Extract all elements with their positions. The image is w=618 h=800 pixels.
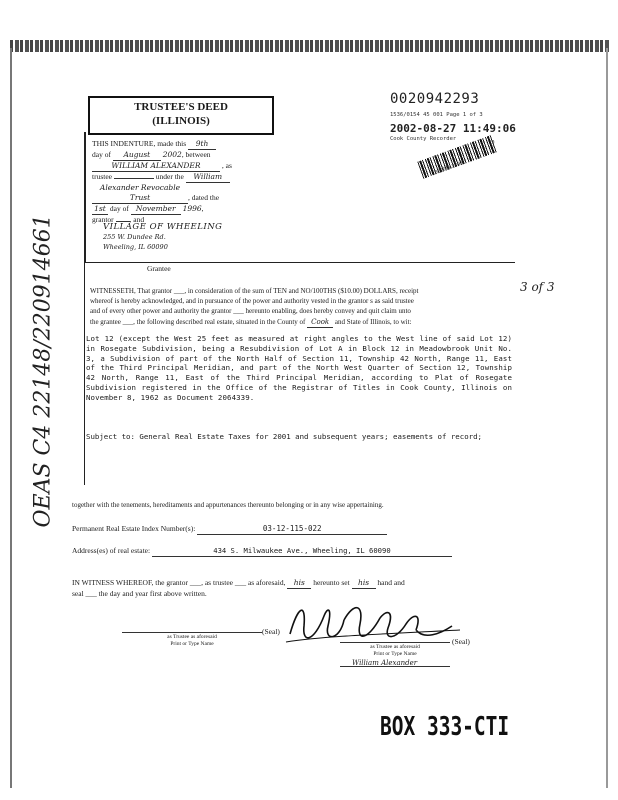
indenture-day: 9th — [188, 139, 216, 150]
address-label: Address(es) of real estate: — [72, 546, 151, 555]
box-stamp: BOX 333-CTI — [380, 712, 510, 742]
page-right-edge — [606, 48, 608, 788]
witnesseth-line-2: whereof is hereby acknowledged, and in pursuance of the power and authority vested in the grantor s as said trustee — [90, 297, 414, 306]
witnesseth-line-4: the grantee ___, the following described real estate, situated in the County of — [90, 317, 306, 326]
grantee-label: Grantee — [147, 264, 171, 273]
pin-row — [72, 524, 532, 535]
right-trustee-label: as Trustee as aforesaid — [370, 644, 420, 650]
grantee-address-1: 255 W. Dundee Rd. — [103, 233, 166, 241]
left-print-label: Print or Type Name — [170, 641, 214, 647]
indenture-month: August — [113, 150, 161, 161]
left-signature-line — [122, 632, 262, 633]
barcode-number: 0020942293 — [433, 160, 465, 176]
witness-his-2: his — [352, 578, 376, 589]
recorder-office: Cook County Recorder — [390, 136, 457, 142]
page-left-edge — [10, 48, 12, 788]
address-value: 434 S. Milwaukee Ave., Wheeling, IL 60090 — [152, 546, 452, 557]
grantee-address-2: Wheeling, IL 60090 — [103, 243, 168, 251]
margin-handwriting-text: OEAS C4 22148/220914661 — [30, 214, 56, 528]
deed-title: TRUSTEE'S DEED — [134, 101, 228, 113]
grantee-name: VILLAGE OF WHEELING — [103, 222, 223, 232]
legal-description: Lot 12 (except the West 25 feet as measured at right angles to the West line of said Lot 12) in Rosegate Subdivision, being a Resubdivision of Lot A in Block 12 in Meadowbrook Unit No. 3, a Subdivision of part of the North Half of Section 11, Township 42 North, Range 11, East of the Third Principal Meridian, and part of the North West Quarter of Section 12, Township 42 North, Range 11, East of the Third Principal Meridian, according to Plat of Rosegate Subdivision registered in the Office of the Registrar of Titles in Cook County, Illinois on November 8, 1962 as Document 2064339. — [86, 334, 512, 402]
trust-month: November — [131, 204, 181, 215]
margin-handwriting — [20, 150, 60, 550]
witnesseth-line-3: and of every other power and authority the grantor ___ hereunto enabling, does hereby convey and quit claim unto — [90, 307, 411, 316]
trust-name-first: William — [186, 172, 230, 183]
left-trustee-label: as Trustee as aforesaid — [167, 634, 217, 640]
as-label: , as — [221, 161, 232, 170]
form-left-rule — [84, 132, 86, 262]
witness-line-2: seal ___ the day and year first above written. — [72, 589, 207, 598]
subject-to: Subject to: General Real Estate Taxes for 2001 and subsequent years; easements of record; — [86, 432, 483, 441]
blank-fill — [114, 178, 154, 179]
witness-and: and — [393, 578, 405, 587]
left-signature-labels — [122, 634, 262, 648]
grantor-label: grantor — [92, 215, 114, 224]
witness-his-1: his — [287, 578, 311, 589]
under-the-label: under the — [155, 172, 184, 181]
recorder-doc-number: 0020942293 — [390, 91, 480, 107]
trustee-name: WILLIAM ALEXANDER — [92, 161, 220, 172]
scan-header-strip — [10, 40, 610, 52]
trust-year: 1996 — [182, 204, 202, 213]
address-row — [72, 546, 542, 557]
pin-value: 03-12-115-022 — [197, 524, 387, 535]
between-label: , between — [181, 150, 211, 159]
recorder-page-line: 1536/0154 45 001 Page 1 of 3 — [390, 112, 483, 118]
witness-line-1b: hereunto set — [313, 578, 350, 587]
grantor-and: , and — [129, 215, 145, 224]
deed-subtitle: (ILLINOIS) — [152, 115, 210, 127]
trust-name: Alexander Revocable Trust — [92, 183, 188, 204]
trustee-label: trustee — [92, 172, 112, 181]
witnesseth-line-4b: and State of Illinois, to wit: — [334, 317, 412, 326]
right-signature-labels — [340, 644, 450, 658]
seal-1: (Seal) — [262, 627, 280, 636]
trust-day: 1st — [92, 204, 108, 215]
indenture-block: THIS INDENTURE, made this 9th day of August 2002, between WILLIAM ALEXANDER , as trustee under the William Alexander Revocable Trust , dated the 1st day of November 1996, grantor , and — [92, 139, 232, 224]
dated-the-label: , dated the — [188, 193, 220, 202]
county-value: Cook — [307, 317, 333, 328]
right-signature-line — [340, 642, 450, 643]
day-of-label: day of — [92, 150, 111, 159]
witness-hand: hand — [377, 578, 393, 587]
witness-line-1a: IN WITNESS WHEREOF, the grantor ___, as trustee ___ as aforesaid, — [72, 578, 286, 587]
printed-trustee-name: William Alexander — [352, 659, 418, 667]
indenture-intro: THIS INDENTURE, made this — [92, 139, 187, 148]
side-handwriting: 3 of 3 — [520, 280, 555, 294]
pin-label: Permanent Real Estate Index Number(s): — [72, 524, 196, 533]
witnesseth-line-1: WITNESSETH, That grantor ___, in consideration of the sum of TEN and NO/100THS ($10.00) DOLLARS, receipt — [90, 287, 419, 295]
recorder-datetime: 2002-08-27 11:49:06 — [390, 122, 516, 135]
together-clause: together with the tenements, hereditaments and appurtenances thereunto belonging or in any wise appertaining. — [72, 501, 384, 509]
deed-title-box — [88, 96, 274, 135]
trust-day-of: day of — [109, 204, 129, 213]
indenture-year: 2002 — [162, 150, 182, 159]
right-print-label: Print or Type Name — [373, 651, 417, 657]
grantee-block — [103, 222, 263, 252]
seal-2: (Seal) — [452, 637, 470, 646]
